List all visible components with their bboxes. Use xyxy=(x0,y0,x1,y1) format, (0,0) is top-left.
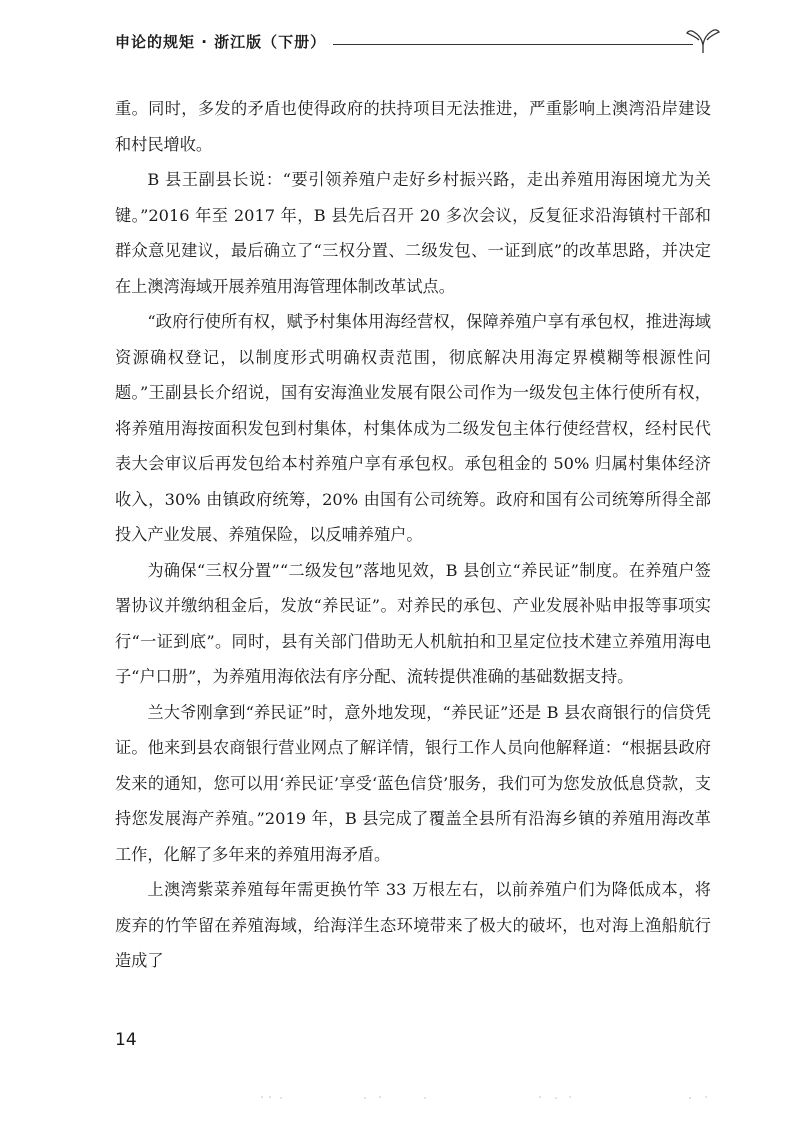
paragraph: B 县王副县长说：“要引领养殖户走好乡村振兴路，走出养殖用海困境尤为关键。”2016 年至 2017 年，B 县先后召开 20 多次会议，反复征求沿海镇村干部和群众意见建议，最后确立了“三权分置、二级发包、一证到底”的改革思路，并决定在上澳湾海域开展养殖用海管理体制改革试点。 xyxy=(115,170,711,296)
paragraph: 上澳湾紫菜养殖每年需更换竹竿 33 万根左右，以前养殖户们为降低成本，将废弃的竹竿留在养殖海域，给海洋生态环境带来了极大的破坏，也对海上渔船航行造成了 xyxy=(115,880,711,970)
paragraph: “政府行使所有权，赋予村集体用海经营权，保障养殖户享有承包权，推进海域资源确权登记，以制度形式明确权责范围，彻底解决用海定界模糊等根源性问题。”王副县长介绍说，国有安海渔业发展有限公司作为一级发包主体行使所有权，将养殖用海按面积发包到村集体，村集体成为二级发包主体行使经营权，经村民代表大会审议后再发包给本村养殖户享有承包权。承包租金的 50% 归属村集体经济收入，30% 由镇政府统筹，20% 由国有公司统筹。政府和国有公司统筹所得全部投入产业发展、养殖保险，以反哺养殖户。 xyxy=(115,312,711,544)
article-body xyxy=(115,91,711,979)
paragraph: 兰大爷刚拿到“养民证”时，意外地发现，“养民证”还是 B 县农商银行的信贷凭证。他来到县农商银行营业网点了解详情，银行工作人员向他解释道：“根据县政府发来的通知，您可以用‘养民证’享受‘蓝色信贷’服务，我们可为您发放低息贷款，支持您发展海产养殖。”2019 年，B 县完成了覆盖全县所有沿海乡镇的养殖用海改革工作，化解了多年来的养殖用海矛盾。 xyxy=(115,702,711,864)
header-rule xyxy=(333,44,693,45)
running-header xyxy=(115,29,715,59)
sprout-icon xyxy=(685,21,721,57)
paragraph-continuation: 重。同时，多发的矛盾也使得政府的扶持项目无法推进，严重影响上澳湾沿岸建设和村民增收。 xyxy=(115,99,711,154)
scan-noise xyxy=(0,1085,800,1105)
book-title: 申论的规矩 · 浙江版（下册） xyxy=(115,33,327,51)
paragraph: 为确保“三权分置”“二级发包”落地见效，B 县创立“养民证”制度。在养殖户签署协议并缴纳租金后，发放“养民证”。对养民的承包、产业发展补贴申报等事项实行“一证到底”。同时，县有关部门借助无人机航拍和卫星定位技术建立养殖用海电子“户口册”，为养殖用海依法有序分配、流转提供准确的基础数据支持。 xyxy=(115,560,711,686)
page-number: 14 xyxy=(115,1030,137,1050)
